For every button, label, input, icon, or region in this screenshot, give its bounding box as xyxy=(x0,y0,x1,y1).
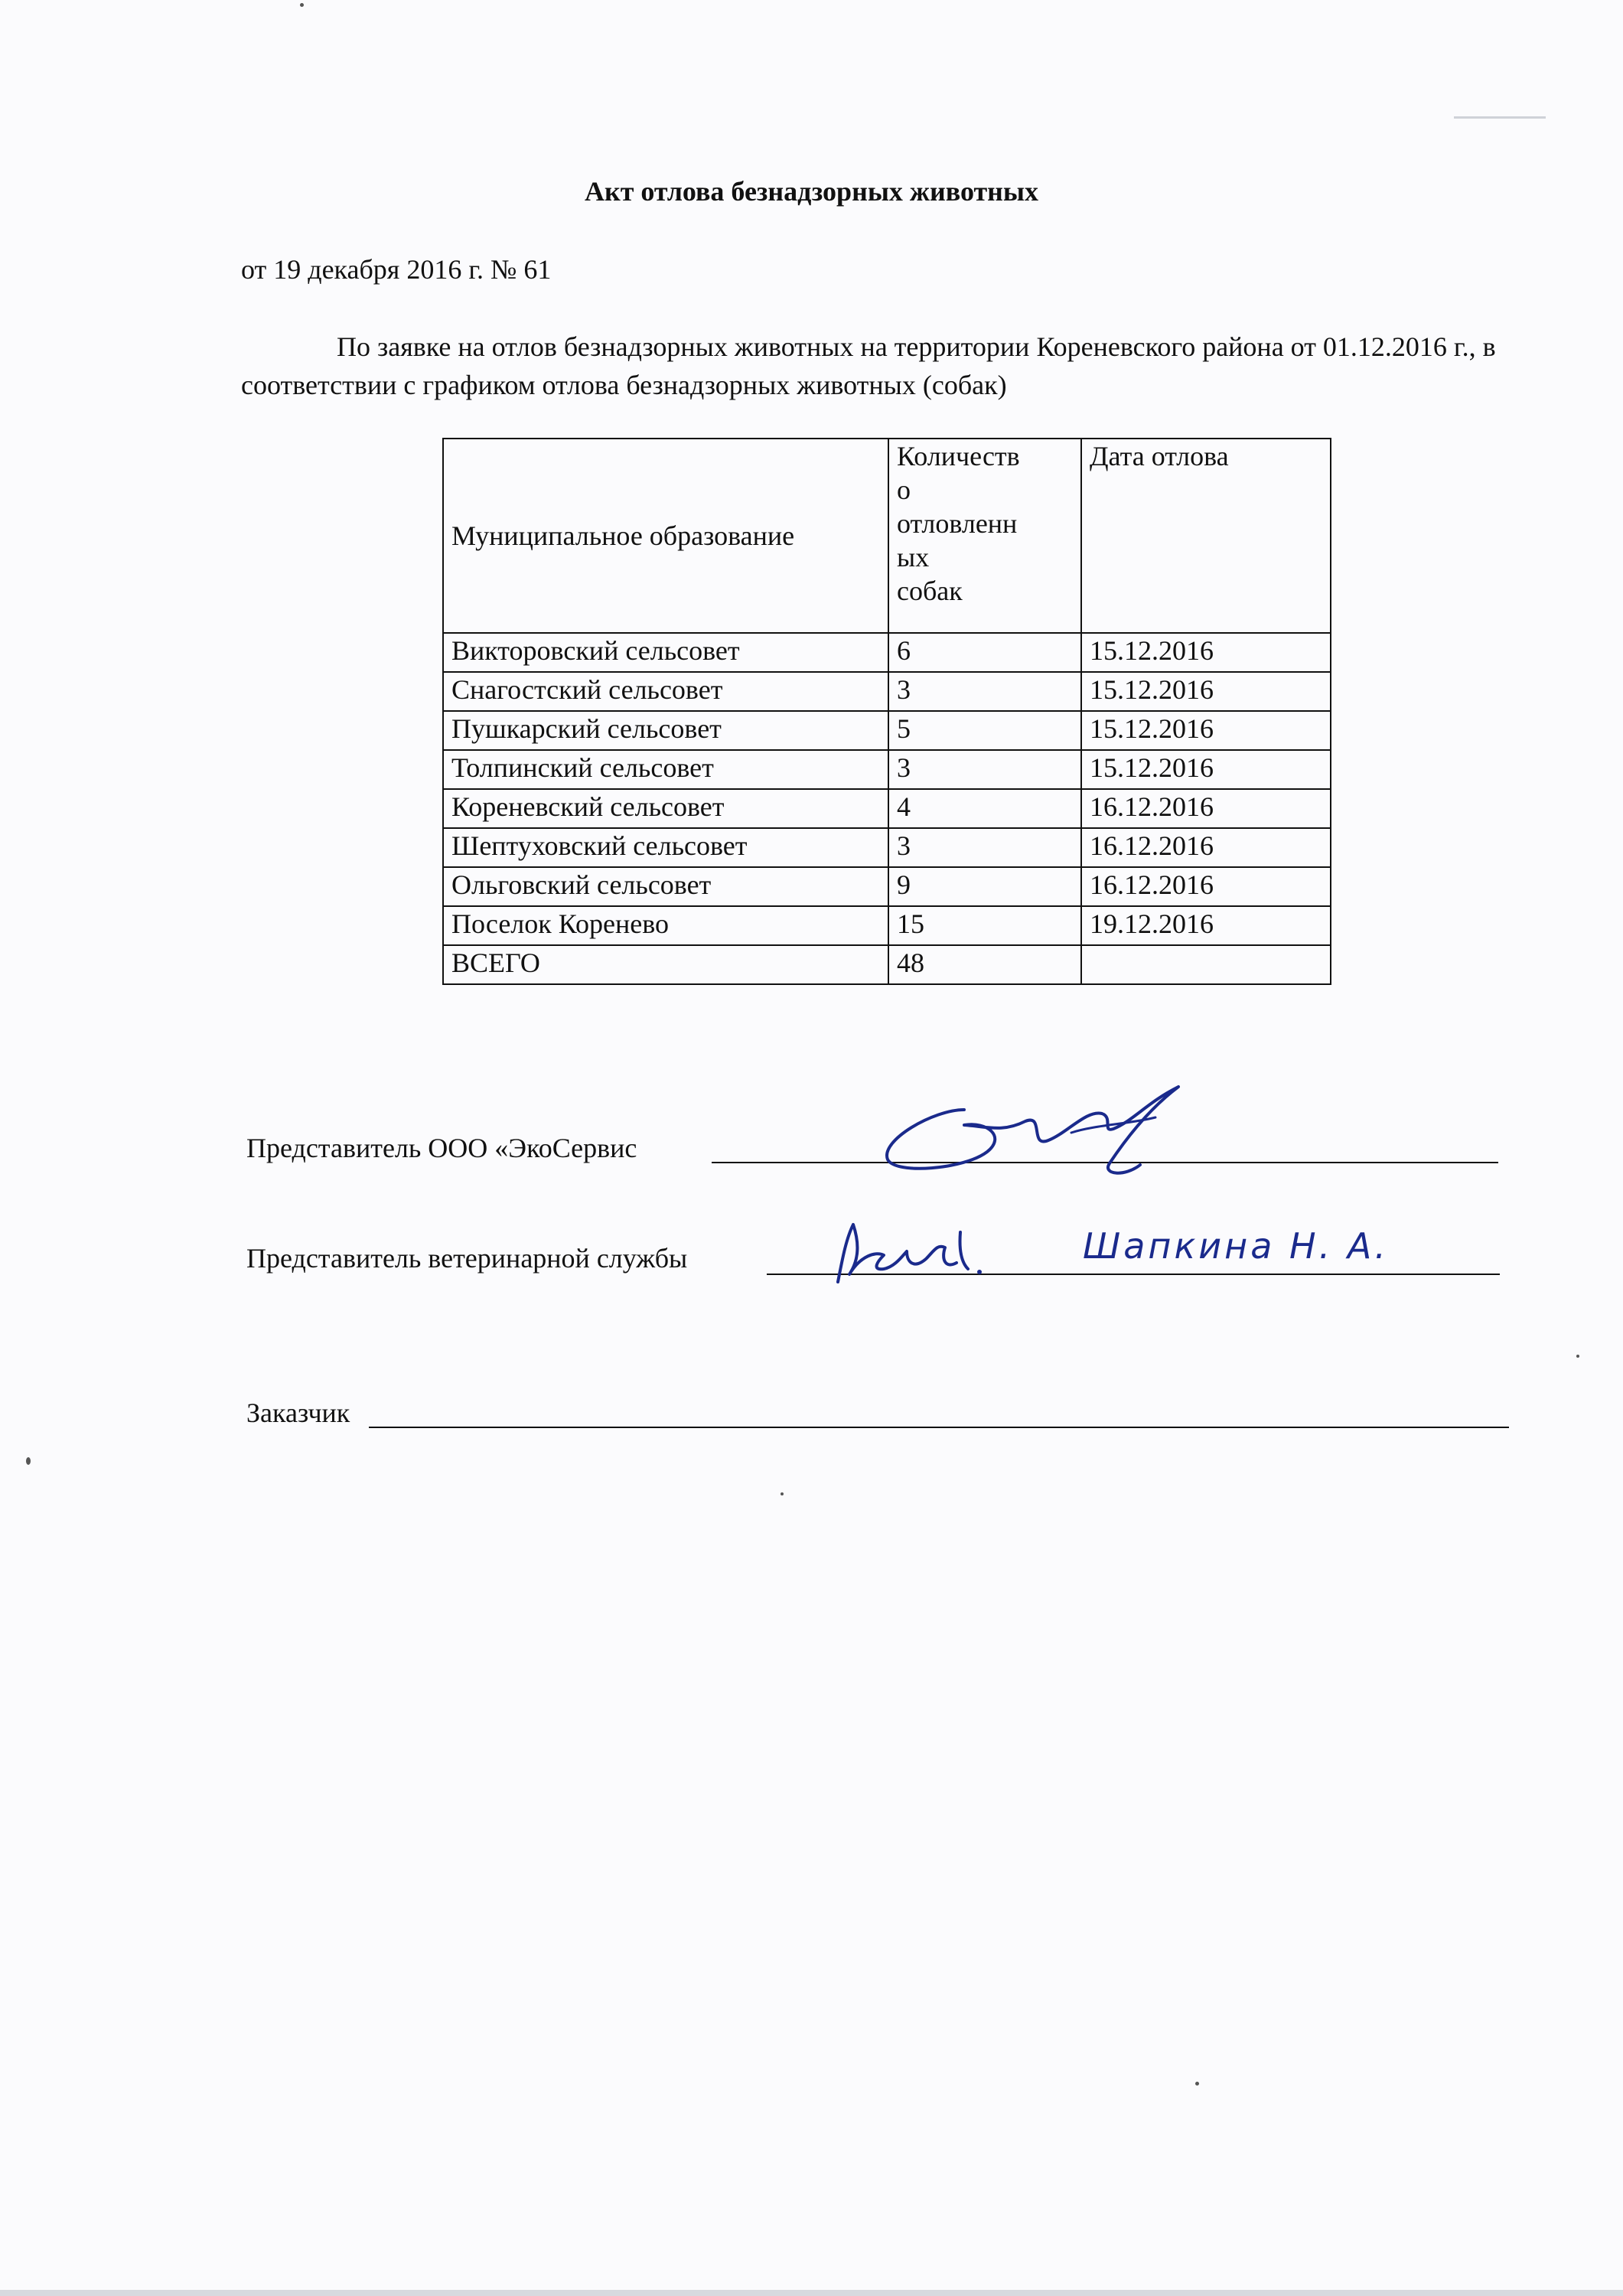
table-row xyxy=(443,906,1331,945)
vet-handwritten-name: Шапкина Н. А. xyxy=(1083,1225,1389,1267)
ecoservice-signature-label: Представитель ООО «ЭкоСервис xyxy=(246,1133,637,1163)
cell-count: 6 xyxy=(888,633,1081,672)
cell-count: 3 xyxy=(888,828,1081,867)
scan-edge xyxy=(0,2290,1623,2296)
cell-total-count: 48 xyxy=(888,945,1081,984)
cell-count: 9 xyxy=(888,867,1081,906)
cell-count: 5 xyxy=(888,711,1081,750)
intro-text: По заявке на отлов безнадзорных животных на территории Кореневского района от 01.12.2016 г., в соответствии с графиком отлова безнадзорных животных (собак) xyxy=(241,331,1496,400)
table-header-row xyxy=(443,439,1331,633)
vet-signature-label: Представитель ветеринарной службы xyxy=(246,1243,688,1274)
document-date-number: от 19 декабря 2016 г. № 61 xyxy=(241,254,552,285)
table-total-row xyxy=(443,945,1331,984)
customer-signature-line xyxy=(369,1427,1509,1428)
cell-date: 16.12.2016 xyxy=(1081,828,1331,867)
header-count-line: Количеств xyxy=(897,441,1020,471)
cell-municipality: Поселок Коренево xyxy=(443,906,888,945)
cell-count: 15 xyxy=(888,906,1081,945)
document-title: Акт отлова безнадзорных животных xyxy=(584,176,1039,207)
cell-municipality: Ольговский сельсовет xyxy=(443,867,888,906)
scan-speck xyxy=(1576,1355,1579,1358)
scan-speck xyxy=(1195,2082,1199,2086)
header-count-line: о xyxy=(897,475,911,505)
ecoservice-signature-scribble xyxy=(872,1079,1201,1186)
cell-municipality: Снагостский сельсовет xyxy=(443,672,888,711)
cell-date: 15.12.2016 xyxy=(1081,633,1331,672)
header-count-line: отловленн xyxy=(897,508,1018,539)
table-row xyxy=(443,750,1331,789)
capture-table xyxy=(442,438,1331,985)
table-row xyxy=(443,672,1331,711)
cell-date: 16.12.2016 xyxy=(1081,867,1331,906)
cell-municipality: Викторовский сельсовет xyxy=(443,633,888,672)
header-count-line: ых xyxy=(897,542,930,572)
table-row xyxy=(443,789,1331,828)
header-date: Дата отлова xyxy=(1081,439,1331,633)
cell-count: 3 xyxy=(888,672,1081,711)
cell-date: 15.12.2016 xyxy=(1081,672,1331,711)
intro-paragraph xyxy=(241,328,1496,404)
header-municipality: Муниципальное образование xyxy=(443,439,888,633)
cell-municipality: Шептуховский сельсовет xyxy=(443,828,888,867)
vet-signature-scribble xyxy=(830,1209,999,1293)
cell-date: 15.12.2016 xyxy=(1081,711,1331,750)
header-count xyxy=(888,439,1081,633)
table-row xyxy=(443,633,1331,672)
cell-municipality: Кореневский сельсовет xyxy=(443,789,888,828)
cell-count: 3 xyxy=(888,750,1081,789)
cell-municipality: Толпинский сельсовет xyxy=(443,750,888,789)
table-row xyxy=(443,867,1331,906)
cell-municipality: Пушкарский сельсовет xyxy=(443,711,888,750)
table-row xyxy=(443,828,1331,867)
scan-speck xyxy=(26,1457,31,1465)
cell-total-label: ВСЕГО xyxy=(443,945,888,984)
table-row xyxy=(443,711,1331,750)
cell-date: 15.12.2016 xyxy=(1081,750,1331,789)
scan-speck xyxy=(300,3,304,7)
header-count-line: собак xyxy=(897,576,963,606)
cell-date: 16.12.2016 xyxy=(1081,789,1331,828)
cell-date: 19.12.2016 xyxy=(1081,906,1331,945)
scan-speck xyxy=(781,1492,784,1495)
scan-artifact xyxy=(1454,116,1546,119)
cell-count: 4 xyxy=(888,789,1081,828)
customer-signature-label: Заказчик xyxy=(246,1397,350,1428)
cell-total-date xyxy=(1081,945,1331,984)
